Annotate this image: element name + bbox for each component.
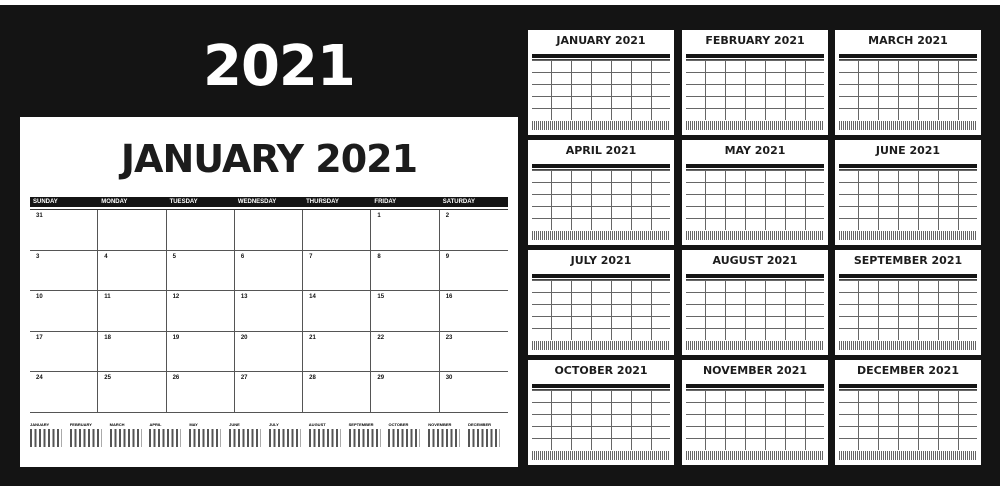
mini-month-label: APRIL <box>149 422 162 427</box>
month-card-year-strip <box>686 231 824 240</box>
month-card-title: JULY 2021 <box>570 254 632 267</box>
day-cell: 17 <box>30 332 98 373</box>
mini-month-dates <box>70 429 102 447</box>
month-card-day-grid <box>686 389 824 450</box>
month-card-day-grid <box>532 389 670 450</box>
month-card-weekday-bar <box>839 274 977 278</box>
mini-month-dates <box>428 429 460 447</box>
day-cell <box>235 210 303 251</box>
weekday-label: TUESDAY <box>169 199 198 205</box>
day-cell: 15 <box>371 291 439 332</box>
weekday-label: THURSDAY <box>306 199 339 205</box>
day-cell: 1 <box>371 210 439 251</box>
mini-month-dates <box>149 429 181 447</box>
mini-month <box>110 422 150 462</box>
month-card-year-strip <box>686 121 824 130</box>
year-overview-strip <box>30 422 508 462</box>
month-card-day-grid <box>839 389 977 450</box>
day-cell <box>303 210 371 251</box>
day-cell: 7 <box>303 251 371 292</box>
weekday-header <box>30 197 508 207</box>
month-card-title: NOVEMBER 2021 <box>702 364 808 377</box>
day-cell: 24 <box>30 372 98 413</box>
month-card-weekday-bar <box>686 274 824 278</box>
month-card-day-grid <box>686 169 824 230</box>
day-cell: 5 <box>167 251 235 292</box>
month-card-title: MARCH 2021 <box>868 34 948 47</box>
weekday-label: FRIDAY <box>374 199 397 205</box>
month-card-title: SEPTEMBER 2021 <box>853 254 963 267</box>
month-card-year-strip <box>686 451 824 460</box>
month-card-weekday-bar <box>686 384 824 388</box>
day-cell: 2 <box>440 210 508 251</box>
month-card-day-grid <box>532 59 670 120</box>
mini-month <box>189 422 229 462</box>
month-card-year-strip <box>839 231 977 240</box>
month-card-weekday-bar <box>532 54 670 58</box>
day-cell: 4 <box>98 251 166 292</box>
month-card <box>528 360 674 465</box>
month-card <box>835 140 981 245</box>
day-cell: 26 <box>167 372 235 413</box>
day-cell: 10 <box>30 291 98 332</box>
mini-month <box>349 422 389 462</box>
month-card-weekday-bar <box>532 384 670 388</box>
month-card-title: JUNE 2021 <box>875 144 941 157</box>
month-card-day-grid <box>686 59 824 120</box>
month-card <box>835 30 981 135</box>
day-cell: 19 <box>167 332 235 373</box>
mini-month-label: JULY <box>268 422 279 427</box>
mini-month-dates <box>110 429 142 447</box>
month-card-year-strip <box>532 231 670 240</box>
day-cell: 25 <box>98 372 166 413</box>
day-cell: 11 <box>98 291 166 332</box>
mini-month <box>269 422 309 462</box>
mini-month <box>149 422 189 462</box>
month-card-weekday-bar <box>532 274 670 278</box>
mini-month <box>70 422 110 462</box>
month-card-title: MAY 2021 <box>724 144 786 157</box>
mini-month-label: FEBRUARY <box>69 422 92 427</box>
month-card <box>528 140 674 245</box>
weekday-label: MONDAY <box>101 199 128 205</box>
month-card-year-strip <box>839 121 977 130</box>
month-card-weekday-bar <box>839 54 977 58</box>
mini-month <box>309 422 349 462</box>
mini-month-dates <box>388 429 420 447</box>
mini-month-dates <box>189 429 221 447</box>
month-card-day-grid <box>839 169 977 230</box>
mini-month-dates <box>349 429 381 447</box>
mini-month-label: MARCH <box>109 422 125 427</box>
month-card-title: DECEMBER 2021 <box>857 364 959 377</box>
month-card-title: AUGUST 2021 <box>712 254 798 267</box>
day-cell: 31 <box>30 210 98 251</box>
day-cell <box>98 210 166 251</box>
day-cell: 6 <box>235 251 303 292</box>
mini-month <box>388 422 428 462</box>
featured-month-page <box>20 117 518 467</box>
day-cell: 9 <box>440 251 508 292</box>
month-card-title: OCTOBER 2021 <box>554 364 648 377</box>
month-card-day-grid <box>686 279 824 340</box>
mini-month-label: AUGUST <box>308 422 326 427</box>
month-card-day-grid <box>532 279 670 340</box>
day-cell: 22 <box>371 332 439 373</box>
month-card <box>682 250 828 355</box>
month-card <box>682 140 828 245</box>
day-cell: 13 <box>235 291 303 332</box>
mini-month-dates <box>269 429 301 447</box>
month-card <box>528 250 674 355</box>
mini-month-label: JUNE <box>229 422 240 427</box>
day-cell <box>167 210 235 251</box>
mini-month-dates <box>468 429 500 447</box>
day-cell: 18 <box>98 332 166 373</box>
day-cell: 3 <box>30 251 98 292</box>
month-card-weekday-bar <box>839 164 977 168</box>
month-card <box>528 30 674 135</box>
month-card-year-strip <box>839 451 977 460</box>
mini-month <box>229 422 269 462</box>
month-card-weekday-bar <box>686 164 824 168</box>
weekday-label: SUNDAY <box>33 199 58 205</box>
month-card-title: FEBRUARY 2021 <box>705 34 805 47</box>
day-cell: 27 <box>235 372 303 413</box>
mini-month-label: NOVEMBER <box>428 422 452 427</box>
month-card <box>835 360 981 465</box>
month-card-weekday-bar <box>839 384 977 388</box>
month-card <box>835 250 981 355</box>
weekday-label: WEDNESDAY <box>237 199 277 205</box>
month-card-day-grid <box>839 279 977 340</box>
month-card-year-strip <box>839 341 977 350</box>
day-cell: 8 <box>371 251 439 292</box>
mini-month <box>30 422 70 462</box>
weekday-label: SATURDAY <box>442 199 476 205</box>
month-card-year-strip <box>532 121 670 130</box>
day-cell: 21 <box>303 332 371 373</box>
month-card <box>682 360 828 465</box>
day-cell: 28 <box>303 372 371 413</box>
month-day-grid <box>30 209 508 413</box>
calendar-poster <box>0 5 1000 486</box>
month-card-weekday-bar <box>686 54 824 58</box>
day-cell: 29 <box>371 372 439 413</box>
day-cell: 16 <box>440 291 508 332</box>
month-card-year-strip <box>686 341 824 350</box>
month-card-day-grid <box>532 169 670 230</box>
month-card-day-grid <box>839 59 977 120</box>
month-card <box>682 30 828 135</box>
month-card-title: APRIL 2021 <box>565 144 637 157</box>
mini-month-label: MAY <box>189 422 198 427</box>
mini-month-label: OCTOBER <box>388 422 409 427</box>
mini-month <box>428 422 468 462</box>
month-card-weekday-bar <box>532 164 670 168</box>
month-card-title: JANUARY 2021 <box>556 34 646 47</box>
mini-month-dates <box>309 429 341 447</box>
month-card-year-strip <box>532 341 670 350</box>
mini-month <box>468 422 508 462</box>
year-title: 2021 <box>203 34 355 99</box>
month-card-year-strip <box>532 451 670 460</box>
featured-month-title: JANUARY 2021 <box>120 137 418 181</box>
day-cell: 14 <box>303 291 371 332</box>
mini-month-dates <box>30 429 62 447</box>
day-cell: 20 <box>235 332 303 373</box>
day-cell: 12 <box>167 291 235 332</box>
mini-month-dates <box>229 429 261 447</box>
mini-month-label: DECEMBER <box>468 422 491 427</box>
day-cell: 23 <box>440 332 508 373</box>
mini-month-label: SEPTEMBER <box>348 422 374 427</box>
mini-month-label: JANUARY <box>30 422 50 427</box>
day-cell: 30 <box>440 372 508 413</box>
